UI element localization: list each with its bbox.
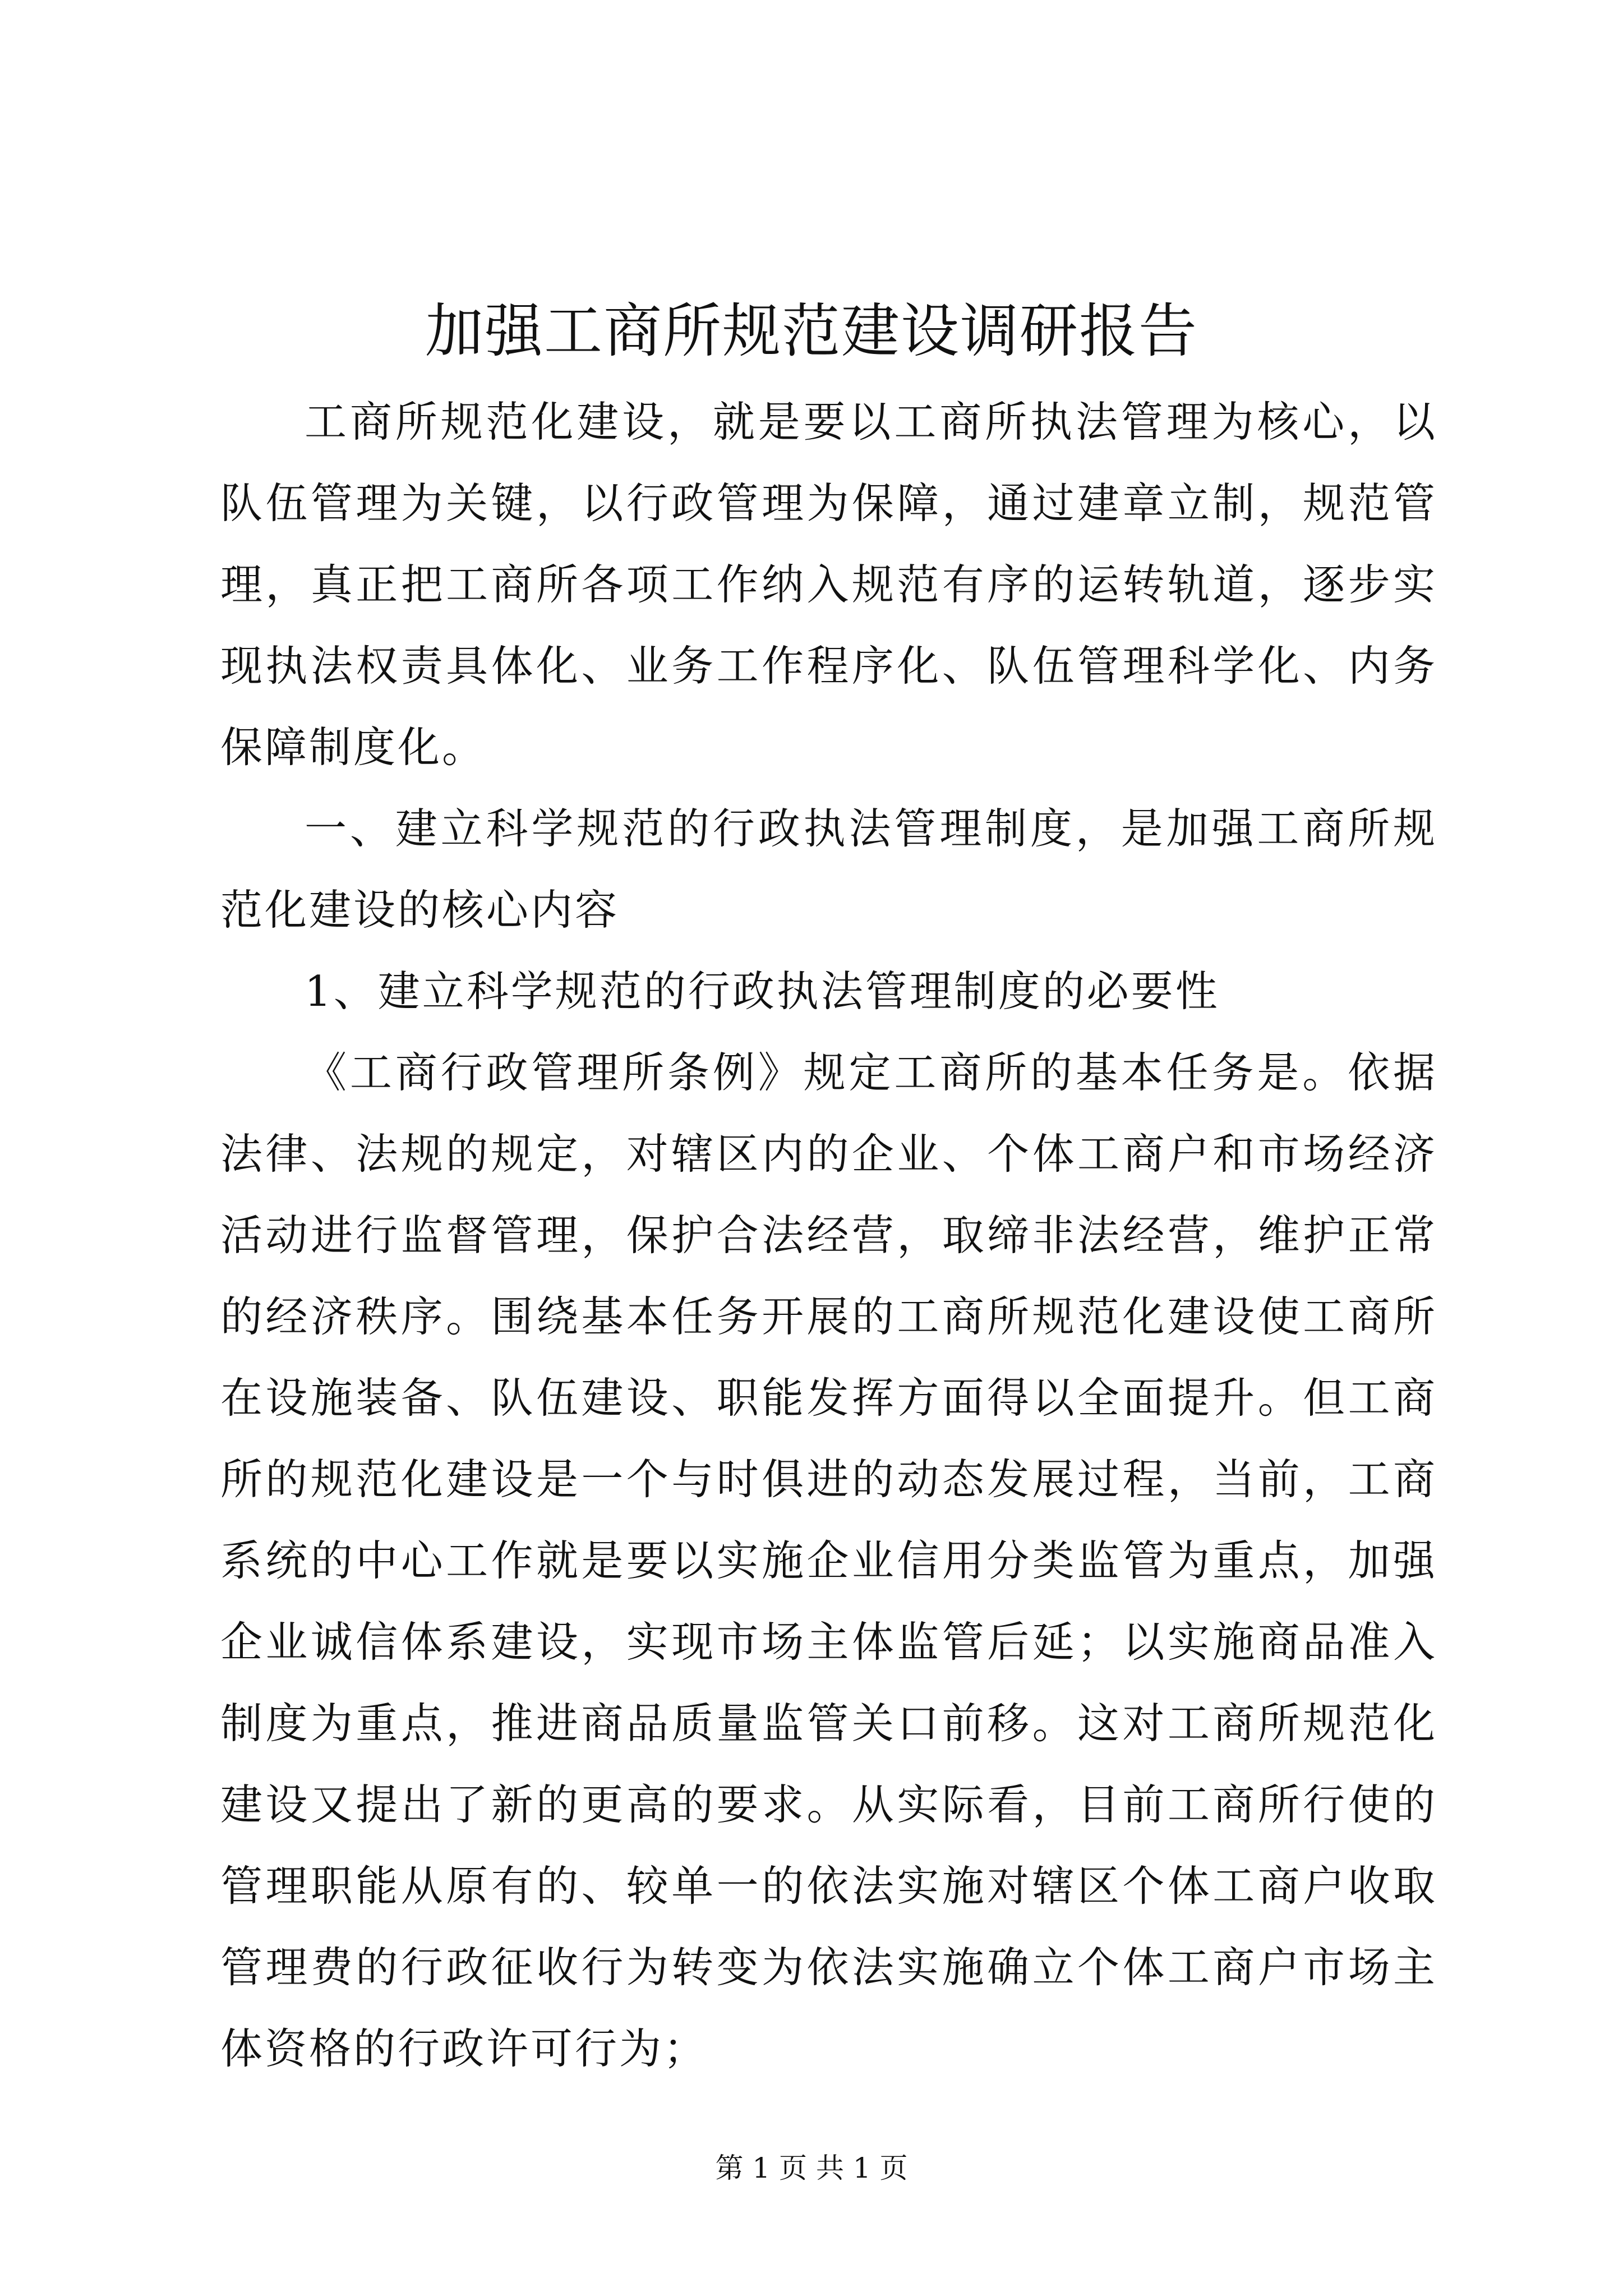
paragraph-regulation: 《工商行政管理所条例》规定工商所的基本任务是。依据法律、法规的规定，对辖区内的企业、个体工商户和市场经济活动进行监督管理，保护合法经营，取缔非法经营，维护正常的经济秩序。围绕基本任务开展的工商所规范化建设使工商所在设施装备、队伍建设、职能发挥方面得以全面提升。但工商所的规范化建设是一个与时俱进的动态发展过程，当前，工商系统的中心工作就是要以实施企业信用分类监管为重点，加强企业诚信体系建设，实现市场主体监管后延；以实施商品准入制度为重点，推进商品质量监管关口前移。这对工商所规范化建设又提出了新的更高的要求。从实际看，目前工商所行使的管理职能从原有的、较单一的依法实施对辖区个体工商户收取管理费的行政征收行为转变为依法实施确立个体工商户市场主体资格的行政许可行为；	[220, 1048, 1437, 2073]
paragraph-intro: 工商所规范化建设，就是要以工商所执法管理为核心，以队伍管理为关键，以行政管理为保障，通过建章立制，规范管理，真正把工商所各项工作纳入规范有序的运转轨道，逐步实现执法权责具体化、业务工作程序化、队伍管理科学化、内务保障制度化。	[220, 397, 1437, 772]
page-footer: 第 1 页 共 1 页	[715, 2152, 908, 2184]
section-heading-1: 一、建立科学规范的行政执法管理制度，是加强工商所规范化建设的核心内容	[220, 804, 1437, 935]
document-body	[220, 381, 1437, 2090]
subsection-heading-1: 1、建立科学规范的行政执法管理制度的必要性	[305, 967, 1220, 1016]
document-title: 加强工商所规范建设调研报告	[425, 297, 1198, 365]
